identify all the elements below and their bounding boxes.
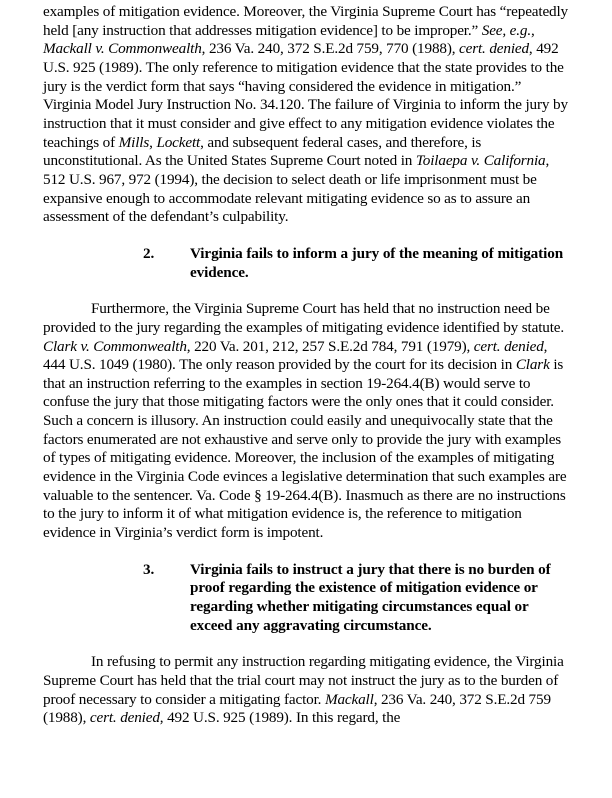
body-text: , and subsequent federal cases, and therefore, is unconstitutional. As the United States Supreme Court noted in [43, 133, 482, 170]
paragraph-mitigation-instruction [43, 3, 569, 227]
body-text: , 492 U.S. 925 (1989). In this regard, the [159, 709, 401, 727]
body-text: In refusing to permit any instruction regarding mitigating evidence, the Virginia Supreme Court has held that the trial court may not instruct the jury as to the burden of proof necessary to consider a mitigating factor. [43, 653, 564, 708]
section-heading-3 [43, 561, 569, 636]
body-text: is that an instruction referring to the examples in section 19-264.4(B) would serve to confuse the jury that those mitigating factors were the only ones that it could consider. Such a concern is illusory. An instruction could easily and unequivocally state that the factors enumerated are not exhaustive and serve only to provide the jury with examples of types of mitigating evidence. Moreover, the inclusion of the examples of mitigating evidence in the Virginia Code evinces a legislative determination that such examples are valuable to the sentencer. Va. Code § 19-264.4(B). Inasmuch as there are no instructions to the jury to inform it of what mitigation evidence is, the reference to mitigation evidence in Virginia’s verdict form is impotent. [43, 356, 567, 542]
citation-italic-text: Mackall v. Commonwealth [43, 40, 202, 58]
body-text: , 512 U.S. 967, 972 (1994), the decision to select death or life imprisonment must be expansive enough to accommodate relevant mitigating evidence so as to assure an assessment of the defendant’s culpability. [43, 152, 550, 226]
body-text: , 444 U.S. 1049 (1980). The only reason provided by the court for its decision in [43, 337, 548, 374]
citation-italic-text: cert. denied [473, 337, 544, 355]
section-heading-2 [43, 245, 569, 282]
citation-italic-text: Clark [515, 356, 550, 374]
citation-italic-text: cert. denied [459, 40, 529, 58]
body-text: , 236 Va. 240, 372 S.E.2d 759 (1988), [43, 690, 551, 727]
body-text: , 492 U.S. 925 (1989). The only reference to mitigation evidence that the state provides to the jury is the verdict form that says “having considered the evidence in mitigation.” Virginia Model Jury Instruction No. 34.120. The failure of Virginia to inform the jury by instruction that it must consider and give effect to any mitigation evidence violates the teachings of [43, 40, 568, 151]
paragraph-burden-of-proof [43, 653, 569, 728]
citation-italic-text: See, e.g. [481, 21, 532, 39]
document-page [43, 3, 569, 728]
body-text: Furthermore, the Virginia Supreme Court has held that no instruction need be provided to the jury regarding the examples of mitigating evidence identified by statute. [43, 300, 565, 336]
citation-italic-text: cert. denied [89, 709, 160, 727]
section-number: 2. [143, 244, 155, 262]
section-number: 3. [143, 560, 155, 578]
citation-italic-text: Lockett [156, 133, 201, 151]
paragraph-clark-examples [43, 300, 569, 543]
body-text: , 220 Va. 201, 212, 257 S.E.2d 784, 791 (1979), [186, 337, 474, 355]
citation-italic-text: Clark v. Commonwealth [43, 337, 187, 355]
citation-italic-text: Toilaepa v. California [415, 152, 546, 170]
body-text: , [531, 21, 535, 39]
body-text: , [149, 133, 157, 151]
body-text: examples of mitigation evidence. Moreover, the Virginia Supreme Court has “repeatedly held [any instruction that addresses mitigation evidence] to be improper.” [43, 3, 569, 39]
citation-italic-text: Mackall [324, 690, 374, 708]
citation-italic-text: Mills [118, 133, 150, 151]
section-title: Virginia fails to inform a jury of the meaning of mitigation evidence. [190, 244, 564, 281]
section-title: Virginia fails to instruct a jury that there is no burden of proof regarding the existence of mitigation evidence or regarding whether mitigating circumstances equal or exceed any aggravating circumstance. [190, 560, 551, 634]
body-text: , 236 Va. 240, 372 S.E.2d 759, 770 (1988), [201, 40, 460, 58]
